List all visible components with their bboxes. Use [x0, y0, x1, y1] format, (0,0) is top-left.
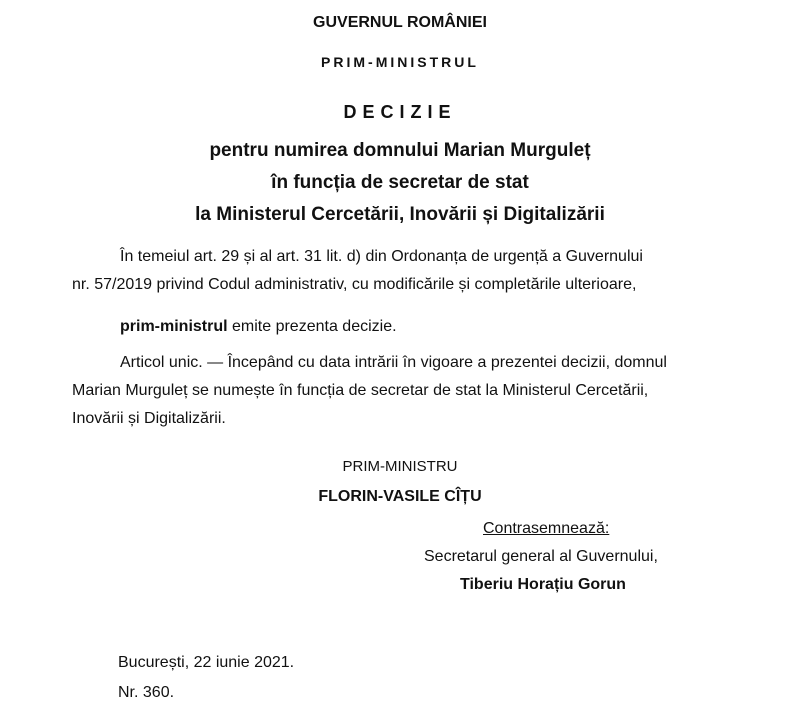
article-line: Marian Murguleț se numește în funcția de secretar de stat la Ministerul Cercetării, [72, 382, 649, 399]
title-line: la Ministerul Cercetării, Inovării și Digitalizării [195, 204, 605, 225]
article-line: Articol unic. — Începând cu data intrării în vigoare a prezentei decizii, domnul [120, 354, 667, 371]
place-and-date: București, 22 iunie 2021. [118, 654, 295, 671]
signatory-name: FLORIN-VASILE CÎȚU [318, 488, 482, 505]
signatory-role: PRIM-MINISTRU [342, 458, 458, 475]
office-header: PRIM-MINISTRUL [321, 54, 479, 70]
article-line: Inovării și Digitalizării. [72, 410, 226, 427]
countersign-name: Tiberiu Horațiu Gorun [460, 576, 626, 593]
issuer-name: prim-ministrul [120, 318, 228, 335]
preamble-line: În temeiul art. 29 și al art. 31 lit. d) din Ordonanța de urgență a Guvernului [120, 248, 643, 265]
countersign-label: Contrasemnează: [483, 520, 610, 537]
issuer-statement [120, 318, 397, 336]
title-line: pentru numirea domnului Marian Murguleț [209, 140, 591, 161]
issuer-rest: emite prezenta decizie. [227, 318, 397, 335]
title-line: în funcția de secretar de stat [271, 172, 529, 193]
document-number: Nr. 360. [118, 684, 175, 701]
document-type: DECIZIE [343, 102, 457, 122]
countersign-role: Secretarul general al Guvernului, [424, 548, 658, 565]
government-header: GUVERNUL ROMÂNIEI [313, 14, 487, 31]
preamble-line: nr. 57/2019 privind Codul administrativ, cu modificările și completările ulterioare, [72, 276, 637, 293]
